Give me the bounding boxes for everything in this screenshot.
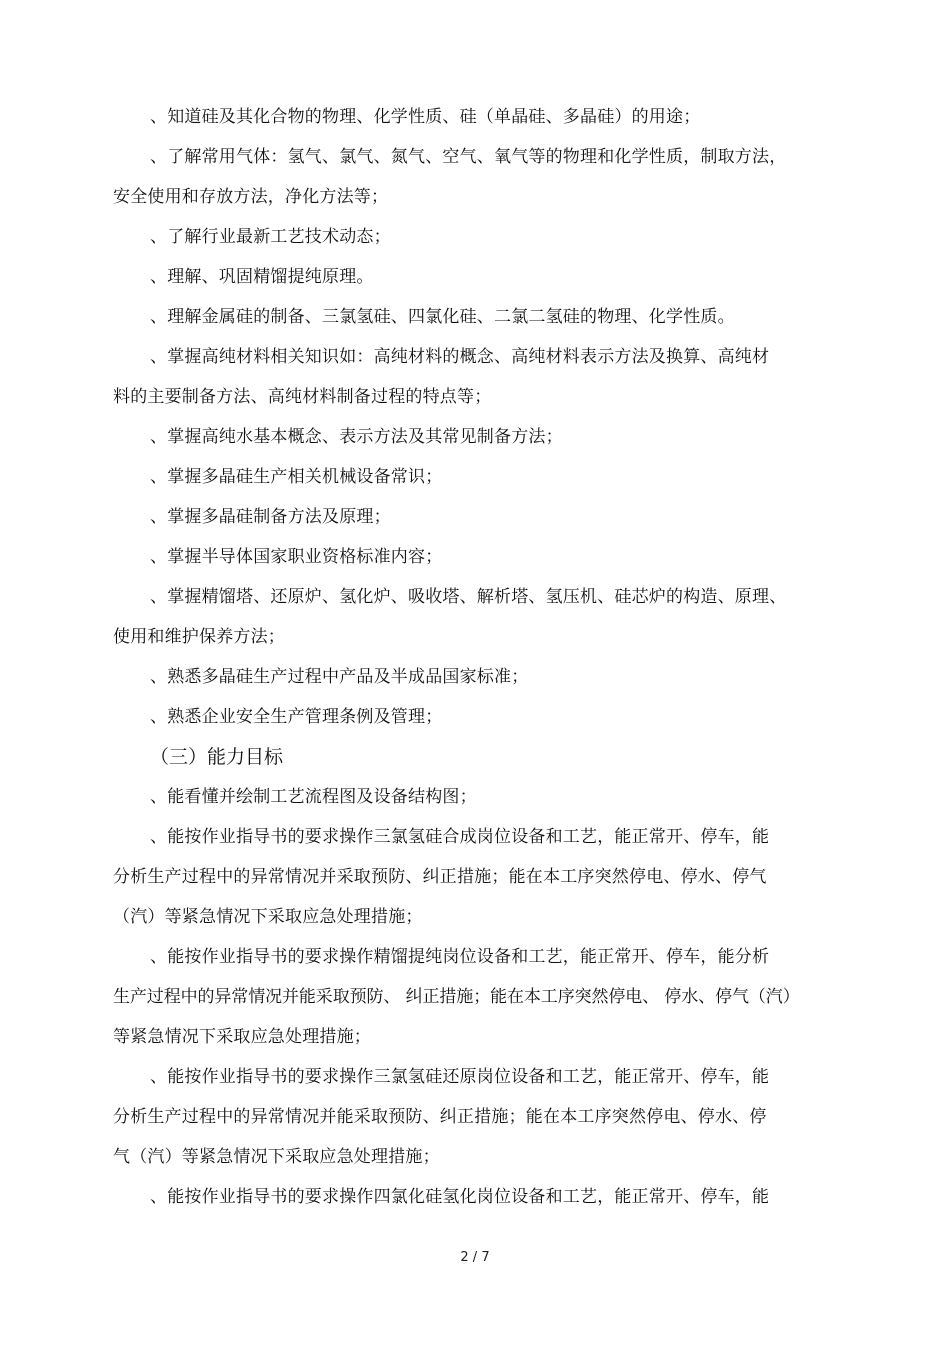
ability-item-2-line-3: （汽）等紧急情况下采取应急处理措施；: [113, 907, 423, 927]
knowledge-item-8-line-1: 、掌握多晶硅生产相关机械设备常识；: [150, 467, 443, 487]
knowledge-item-6-line-1: 、掌握高纯材料相关知识如：高纯材料的概念、高纯材料表示方法及换算、高纯材: [150, 347, 770, 367]
knowledge-item-1-line-1: 、知道硅及其化合物的物理、化学性质、硅（单晶硅、多晶硅）的用途；: [150, 107, 701, 127]
knowledge-item-2-line-1: 、了解常用气体：氢气、氯气、氮气、空气、氧气等的物理和化学性质，制取方法，: [150, 147, 787, 167]
ability-item-4-line-2: 分析生产过程中的异常情况并能采取预防、纠正措施；能在本工序突然停电、停水、停: [113, 1107, 767, 1127]
knowledge-item-11-line-2: 使用和维护保养方法；: [113, 627, 285, 647]
ability-item-3-line-3: 等紧急情况下采取应急处理措施；: [113, 1027, 371, 1047]
knowledge-item-5-line-1: 、理解金属硅的制备、三氯氢硅、四氯化硅、二氯二氢硅的物理、化学性质。: [150, 307, 735, 327]
ability-item-2-line-1: 、能按作业指导书的要求操作三氯氢硅合成岗位设备和工艺，能正常开、停车，能: [150, 827, 770, 847]
knowledge-item-7-line-1: 、掌握高纯水基本概念、表示方法及其常见制备方法；: [150, 427, 563, 447]
knowledge-item-12-line-1: 、熟悉多晶硅生产过程中产品及半成品国家标准；: [150, 667, 529, 687]
ability-item-3-line-2: 生产过程中的异常情况并能采取预防、 纠正措施；能在本工序突然停电、 停水、停气（汽）: [113, 987, 800, 1007]
knowledge-item-11-line-1: 、掌握精馏塔、还原炉、氢化炉、吸收塔、解析塔、氢压机、硅芯炉的构造、原理、: [150, 587, 787, 607]
ability-item-4-line-3: 气（汽）等紧急情况下采取应急处理措施；: [113, 1147, 440, 1167]
page-number: 2 / 7: [460, 1250, 490, 1265]
section-heading: （三）能力目标: [150, 746, 284, 768]
ability-item-2-line-2: 分析生产过程中的异常情况并采取预防、纠正措施；能在本工序突然停电、停水、停气: [113, 867, 767, 887]
knowledge-item-13-line-1: 、熟悉企业安全生产管理条例及管理；: [150, 707, 443, 727]
knowledge-item-9-line-1: 、掌握多晶硅制备方法及原理；: [150, 507, 391, 527]
ability-item-3-line-1: 、能按作业指导书的要求操作精馏提纯岗位设备和工艺，能正常开、停车，能分析: [150, 947, 770, 967]
ability-item-1-line-1: 、能看懂并绘制工艺流程图及设备结构图；: [150, 787, 477, 807]
knowledge-item-10-line-1: 、掌握半导体国家职业资格标准内容；: [150, 547, 443, 567]
ability-item-5-line-1: 、能按作业指导书的要求操作四氯化硅氢化岗位设备和工艺，能正常开、停车，能: [150, 1187, 770, 1207]
knowledge-item-4-line-1: 、理解、巩固精馏提纯原理。: [150, 267, 374, 287]
knowledge-item-2-line-2: 安全使用和存放方法，净化方法等；: [113, 187, 389, 207]
knowledge-item-6-line-2: 料的主要制备方法、高纯材料制备过程的特点等；: [113, 387, 492, 407]
ability-item-4-line-1: 、能按作业指导书的要求操作三氯氢硅还原岗位设备和工艺，能正常开、停车，能: [150, 1067, 770, 1087]
knowledge-item-3-line-1: 、了解行业最新工艺技术动态；: [150, 227, 391, 247]
